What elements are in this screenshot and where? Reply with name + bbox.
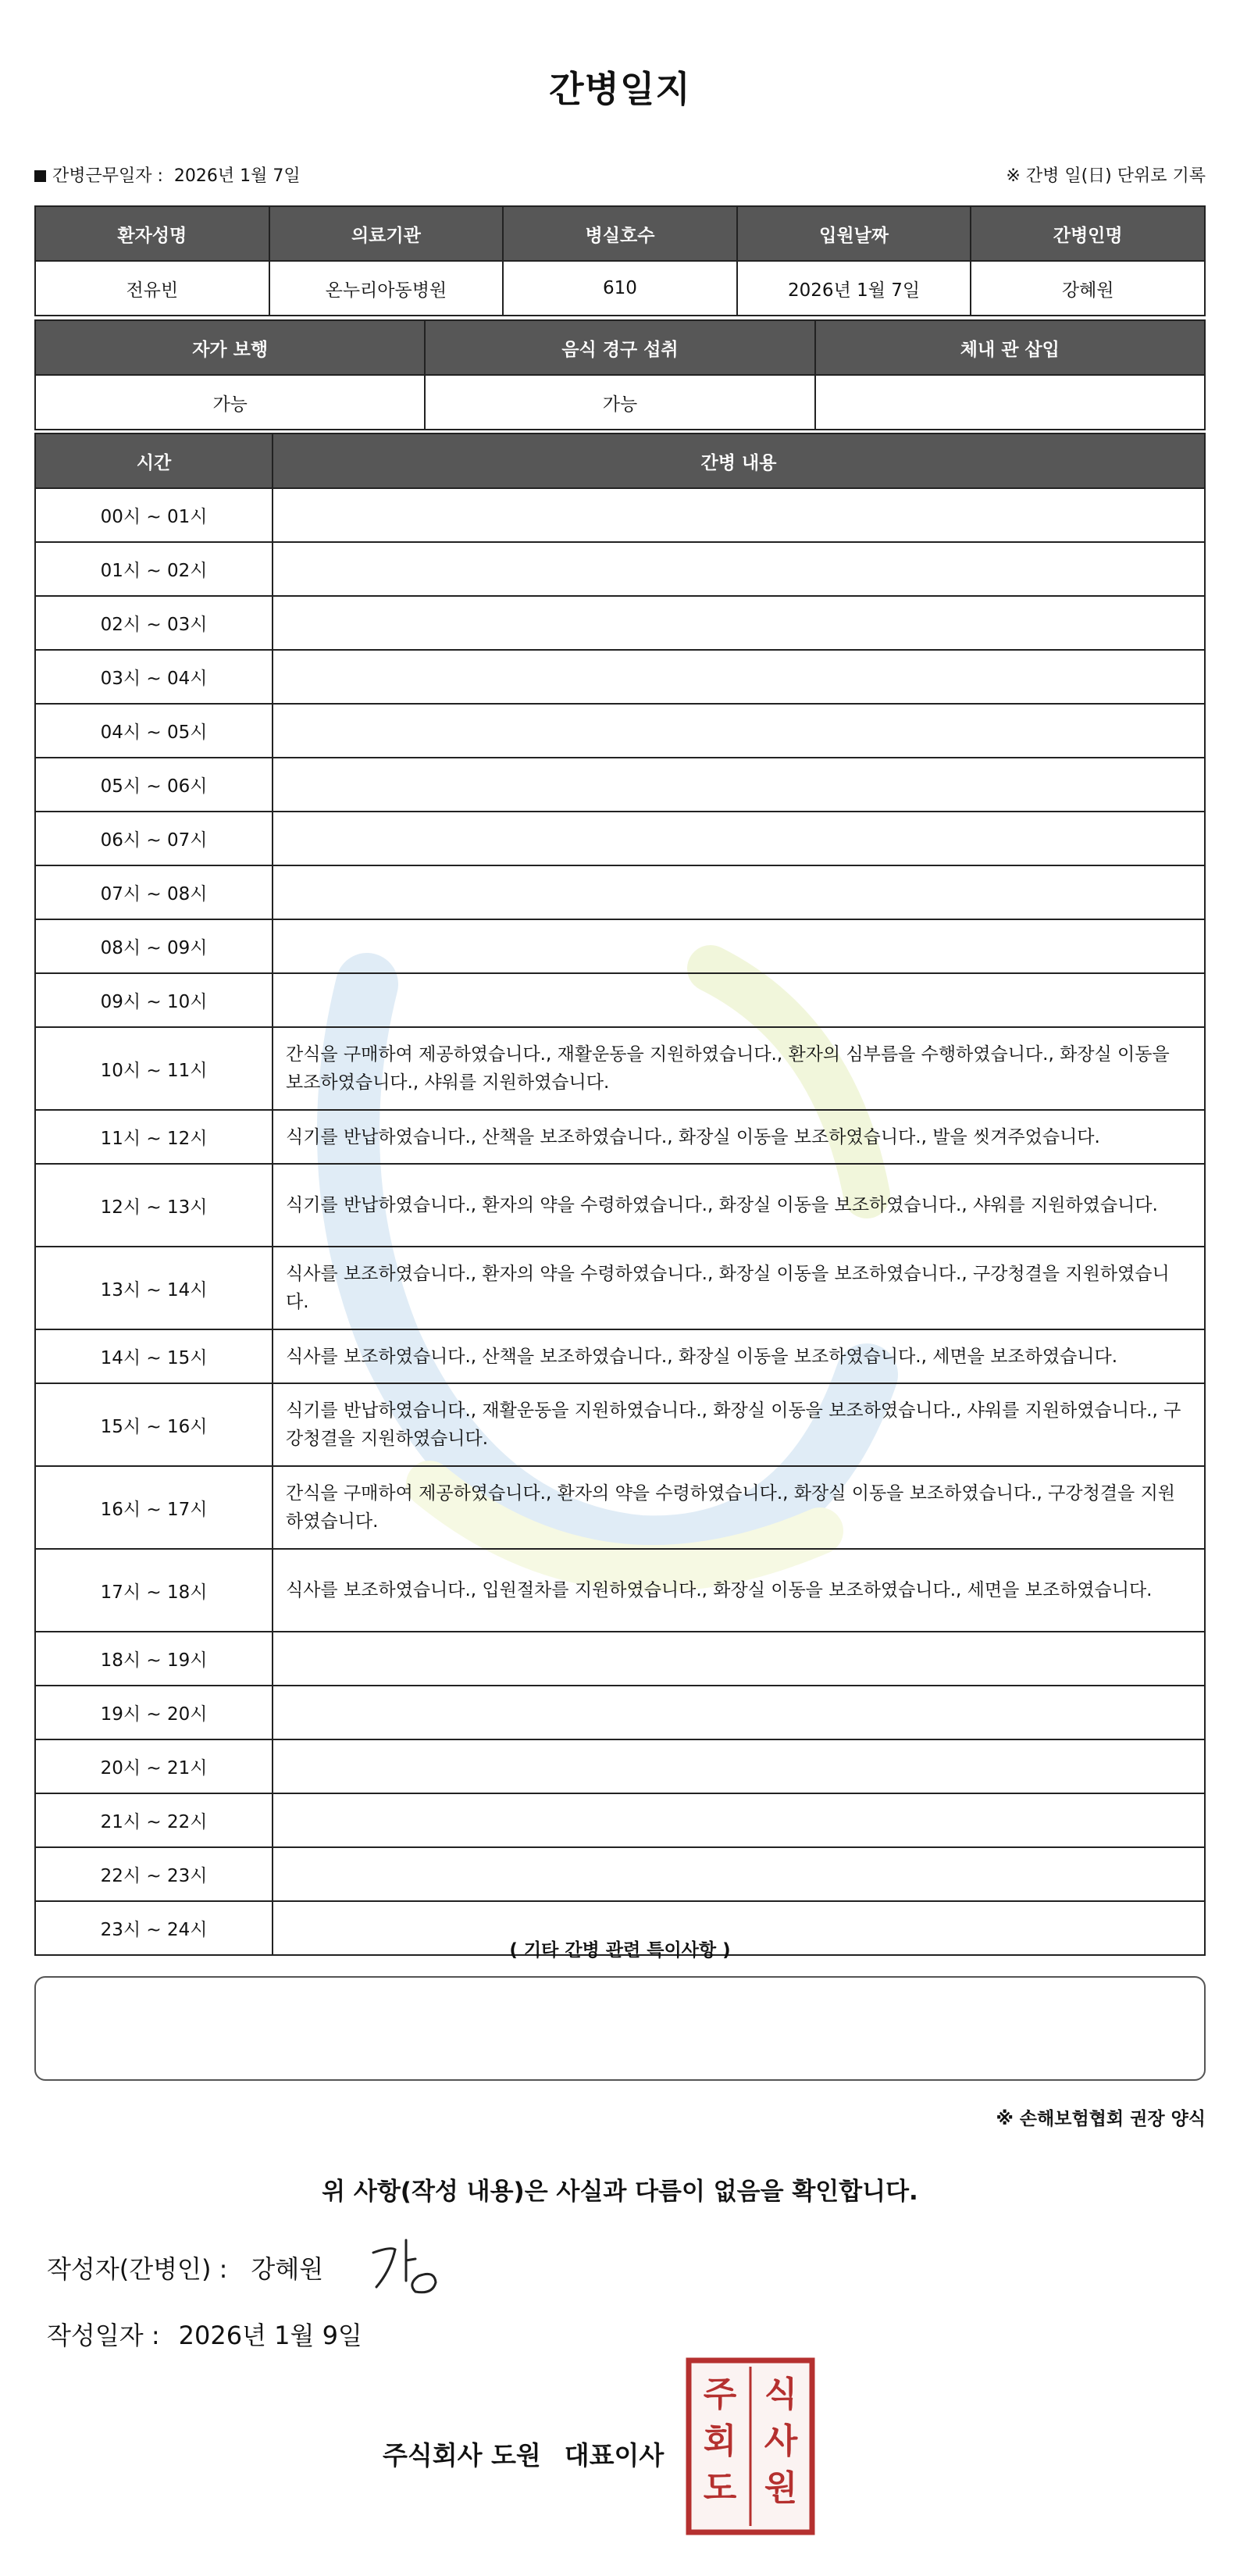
- document-title: 간병일지: [549, 68, 691, 110]
- written-date-label: 작성일자 :: [47, 2321, 160, 2350]
- time-slot: 09시 ~ 10시: [35, 973, 273, 1027]
- time-slot: 06시 ~ 07시: [35, 812, 273, 865]
- header-admission-date: 입원날짜: [737, 206, 971, 261]
- time-slot: 05시 ~ 06시: [35, 758, 273, 812]
- company-seal-stamp: [686, 2357, 815, 2535]
- time-slot: 03시 ~ 04시: [35, 650, 273, 704]
- care-content: [273, 919, 1205, 973]
- table-row: [35, 1466, 1205, 1549]
- duty-date-line: [34, 162, 301, 187]
- time-slot: 18시 ~ 19시: [35, 1632, 273, 1686]
- table-row: [35, 1632, 1205, 1686]
- company-name: 주식회사 도원: [383, 2440, 541, 2471]
- table-row: [35, 1329, 1205, 1383]
- form-footnote: ※ 손해보험협회 권장 양식: [996, 2109, 1206, 2129]
- table-row: [35, 1110, 1205, 1164]
- care-content: [273, 596, 1205, 650]
- time-slot: 20시 ~ 21시: [35, 1739, 273, 1793]
- care-content: [273, 812, 1205, 865]
- written-date-line: [47, 2316, 362, 2352]
- writer-line: [47, 2250, 323, 2285]
- caregiver-name: 강혜원: [971, 261, 1205, 316]
- time-slot: 01시 ~ 02시: [35, 542, 273, 596]
- time-slot: 10시 ~ 11시: [35, 1027, 273, 1110]
- svg-text:식: 식: [764, 2374, 798, 2414]
- care-content: 간식을 구매하여 제공하였습니다., 환자의 약을 수령하였습니다., 화장실 이동을 보조하였습니다., 구강청결을 지원하였습니다.: [273, 1466, 1205, 1549]
- duty-date-value: 2026년 1월 7일: [173, 166, 301, 186]
- time-slot: 22시 ~ 23시: [35, 1847, 273, 1901]
- time-slot: 21시 ~ 22시: [35, 1793, 273, 1847]
- patient-name: 전유빈: [35, 261, 269, 316]
- table-row: [35, 596, 1205, 650]
- time-slot: 19시 ~ 20시: [35, 1686, 273, 1739]
- care-content: [273, 758, 1205, 812]
- table-row: [35, 919, 1205, 973]
- remarks-box: [34, 1976, 1206, 2081]
- time-slot: 00시 ~ 01시: [35, 488, 273, 542]
- time-slot: 07시 ~ 08시: [35, 865, 273, 919]
- table-row: [35, 1549, 1205, 1632]
- time-slot: 14시 ~ 15시: [35, 1329, 273, 1383]
- time-slot: 16시 ~ 17시: [35, 1466, 273, 1549]
- time-slot: 15시 ~ 16시: [35, 1383, 273, 1466]
- self-walking-value: 가능: [35, 375, 425, 430]
- oral-intake-value: 가능: [425, 375, 814, 430]
- duty-date-label: 간병근무일자 :: [52, 166, 163, 186]
- header-hospital: 의료기관: [269, 206, 504, 261]
- time-slot: 17시 ~ 18시: [35, 1549, 273, 1632]
- header-patient-name: 환자성명: [35, 206, 269, 261]
- care-content: [273, 1632, 1205, 1686]
- care-content: [273, 704, 1205, 758]
- care-log-table: [34, 433, 1206, 1956]
- table-row: [35, 1164, 1205, 1247]
- care-content: 식사를 보조하였습니다., 입원절차를 지원하였습니다., 화장실 이동을 보조하였습니다., 세면을 보조하였습니다.: [273, 1549, 1205, 1632]
- care-content: [273, 1739, 1205, 1793]
- care-content: 식기를 반납하였습니다., 산책을 보조하였습니다., 화장실 이동을 보조하였습니다., 발을 씻겨주었습니다.: [273, 1110, 1205, 1164]
- table-row: [35, 704, 1205, 758]
- admission-date: 2026년 1월 7일: [737, 261, 971, 316]
- square-bullet-icon: [34, 170, 46, 182]
- header-room: 병실호수: [503, 206, 737, 261]
- confirmation-statement: 위 사항(작성 내용)은 사실과 다름이 없음을 확인합니다.: [322, 2178, 918, 2206]
- care-content: 식기를 반납하였습니다., 환자의 약을 수령하였습니다., 화장실 이동을 보조하였습니다., 샤워를 지원하였습니다.: [273, 1164, 1205, 1247]
- care-content: [273, 1686, 1205, 1739]
- table-row: [35, 1247, 1205, 1329]
- writer-name: 강혜원: [251, 2254, 324, 2284]
- table-row: [35, 812, 1205, 865]
- table-row: [35, 1686, 1205, 1739]
- care-content: [273, 973, 1205, 1027]
- header-care-content: 간병 내용: [273, 433, 1205, 488]
- care-content: 식사를 보조하였습니다., 환자의 약을 수령하였습니다., 화장실 이동을 보조하였습니다., 구강청결을 지원하였습니다.: [273, 1247, 1205, 1329]
- table-row: [35, 758, 1205, 812]
- care-content: [273, 650, 1205, 704]
- room-number: 610: [503, 261, 737, 316]
- care-content: [273, 865, 1205, 919]
- svg-text:도: 도: [703, 2468, 737, 2508]
- time-slot: 12시 ~ 13시: [35, 1164, 273, 1247]
- time-slot: 04시 ~ 05시: [35, 704, 273, 758]
- writer-label: 작성자(간병인) :: [47, 2254, 228, 2284]
- table-row: [35, 488, 1205, 542]
- table-row: [35, 973, 1205, 1027]
- time-slot: 08시 ~ 09시: [35, 919, 273, 973]
- handwritten-signature: [367, 2235, 445, 2298]
- written-date-value: 2026년 1월 9일: [178, 2321, 362, 2350]
- table-row: [35, 865, 1205, 919]
- svg-text:원: 원: [764, 2468, 798, 2508]
- care-content: 간식을 구매하여 제공하였습니다., 재활운동을 지원하였습니다., 환자의 심부름을 수행하였습니다., 화장실 이동을 보조하였습니다., 샤워를 지원하였습니다.: [273, 1027, 1205, 1110]
- care-content: [273, 542, 1205, 596]
- care-content: [273, 488, 1205, 542]
- record-note: ※ 간병 일(日) 단위로 기록: [1006, 166, 1206, 186]
- care-content: [273, 1847, 1205, 1901]
- table-row: [35, 650, 1205, 704]
- table-row: [35, 1027, 1205, 1110]
- patient-status-table: [34, 319, 1206, 430]
- header-self-walking: 자가 보행: [35, 320, 425, 375]
- table-row: [35, 1847, 1205, 1901]
- svg-text:사: 사: [764, 2421, 798, 2461]
- time-slot: 13시 ~ 14시: [35, 1247, 273, 1329]
- time-slot: 23시 ~ 24시: [35, 1901, 273, 1955]
- remarks-title: ( 기타 간병 관련 특이사항 ): [509, 1940, 731, 1961]
- header-caregiver-name: 간병인명: [971, 206, 1205, 261]
- care-content: [273, 1793, 1205, 1847]
- table-row: [35, 1739, 1205, 1793]
- care-content: 식사를 보조하였습니다., 산책을 보조하였습니다., 화장실 이동을 보조하였습니다., 세면을 보조하였습니다.: [273, 1329, 1205, 1383]
- svg-text:회: 회: [703, 2421, 737, 2461]
- header-tube-insertion: 체내 관 삽입: [815, 320, 1205, 375]
- company-line: [383, 2435, 664, 2472]
- table-row: [35, 1793, 1205, 1847]
- table-row: [35, 1383, 1205, 1466]
- company-title: 대표이사: [564, 2440, 665, 2471]
- svg-text:주: 주: [703, 2374, 737, 2414]
- patient-info-table: [34, 205, 1206, 316]
- care-content: 식기를 반납하였습니다., 재활운동을 지원하였습니다., 화장실 이동을 보조하였습니다., 샤워를 지원하였습니다., 구강청결을 지원하였습니다.: [273, 1383, 1205, 1466]
- tube-insertion-value: [815, 375, 1205, 430]
- header-oral-intake: 음식 경구 섭취: [425, 320, 814, 375]
- table-row: [35, 542, 1205, 596]
- hospital-name: 온누리아동병원: [269, 261, 504, 316]
- time-slot: 11시 ~ 12시: [35, 1110, 273, 1164]
- header-time: 시간: [35, 433, 273, 488]
- time-slot: 02시 ~ 03시: [35, 596, 273, 650]
